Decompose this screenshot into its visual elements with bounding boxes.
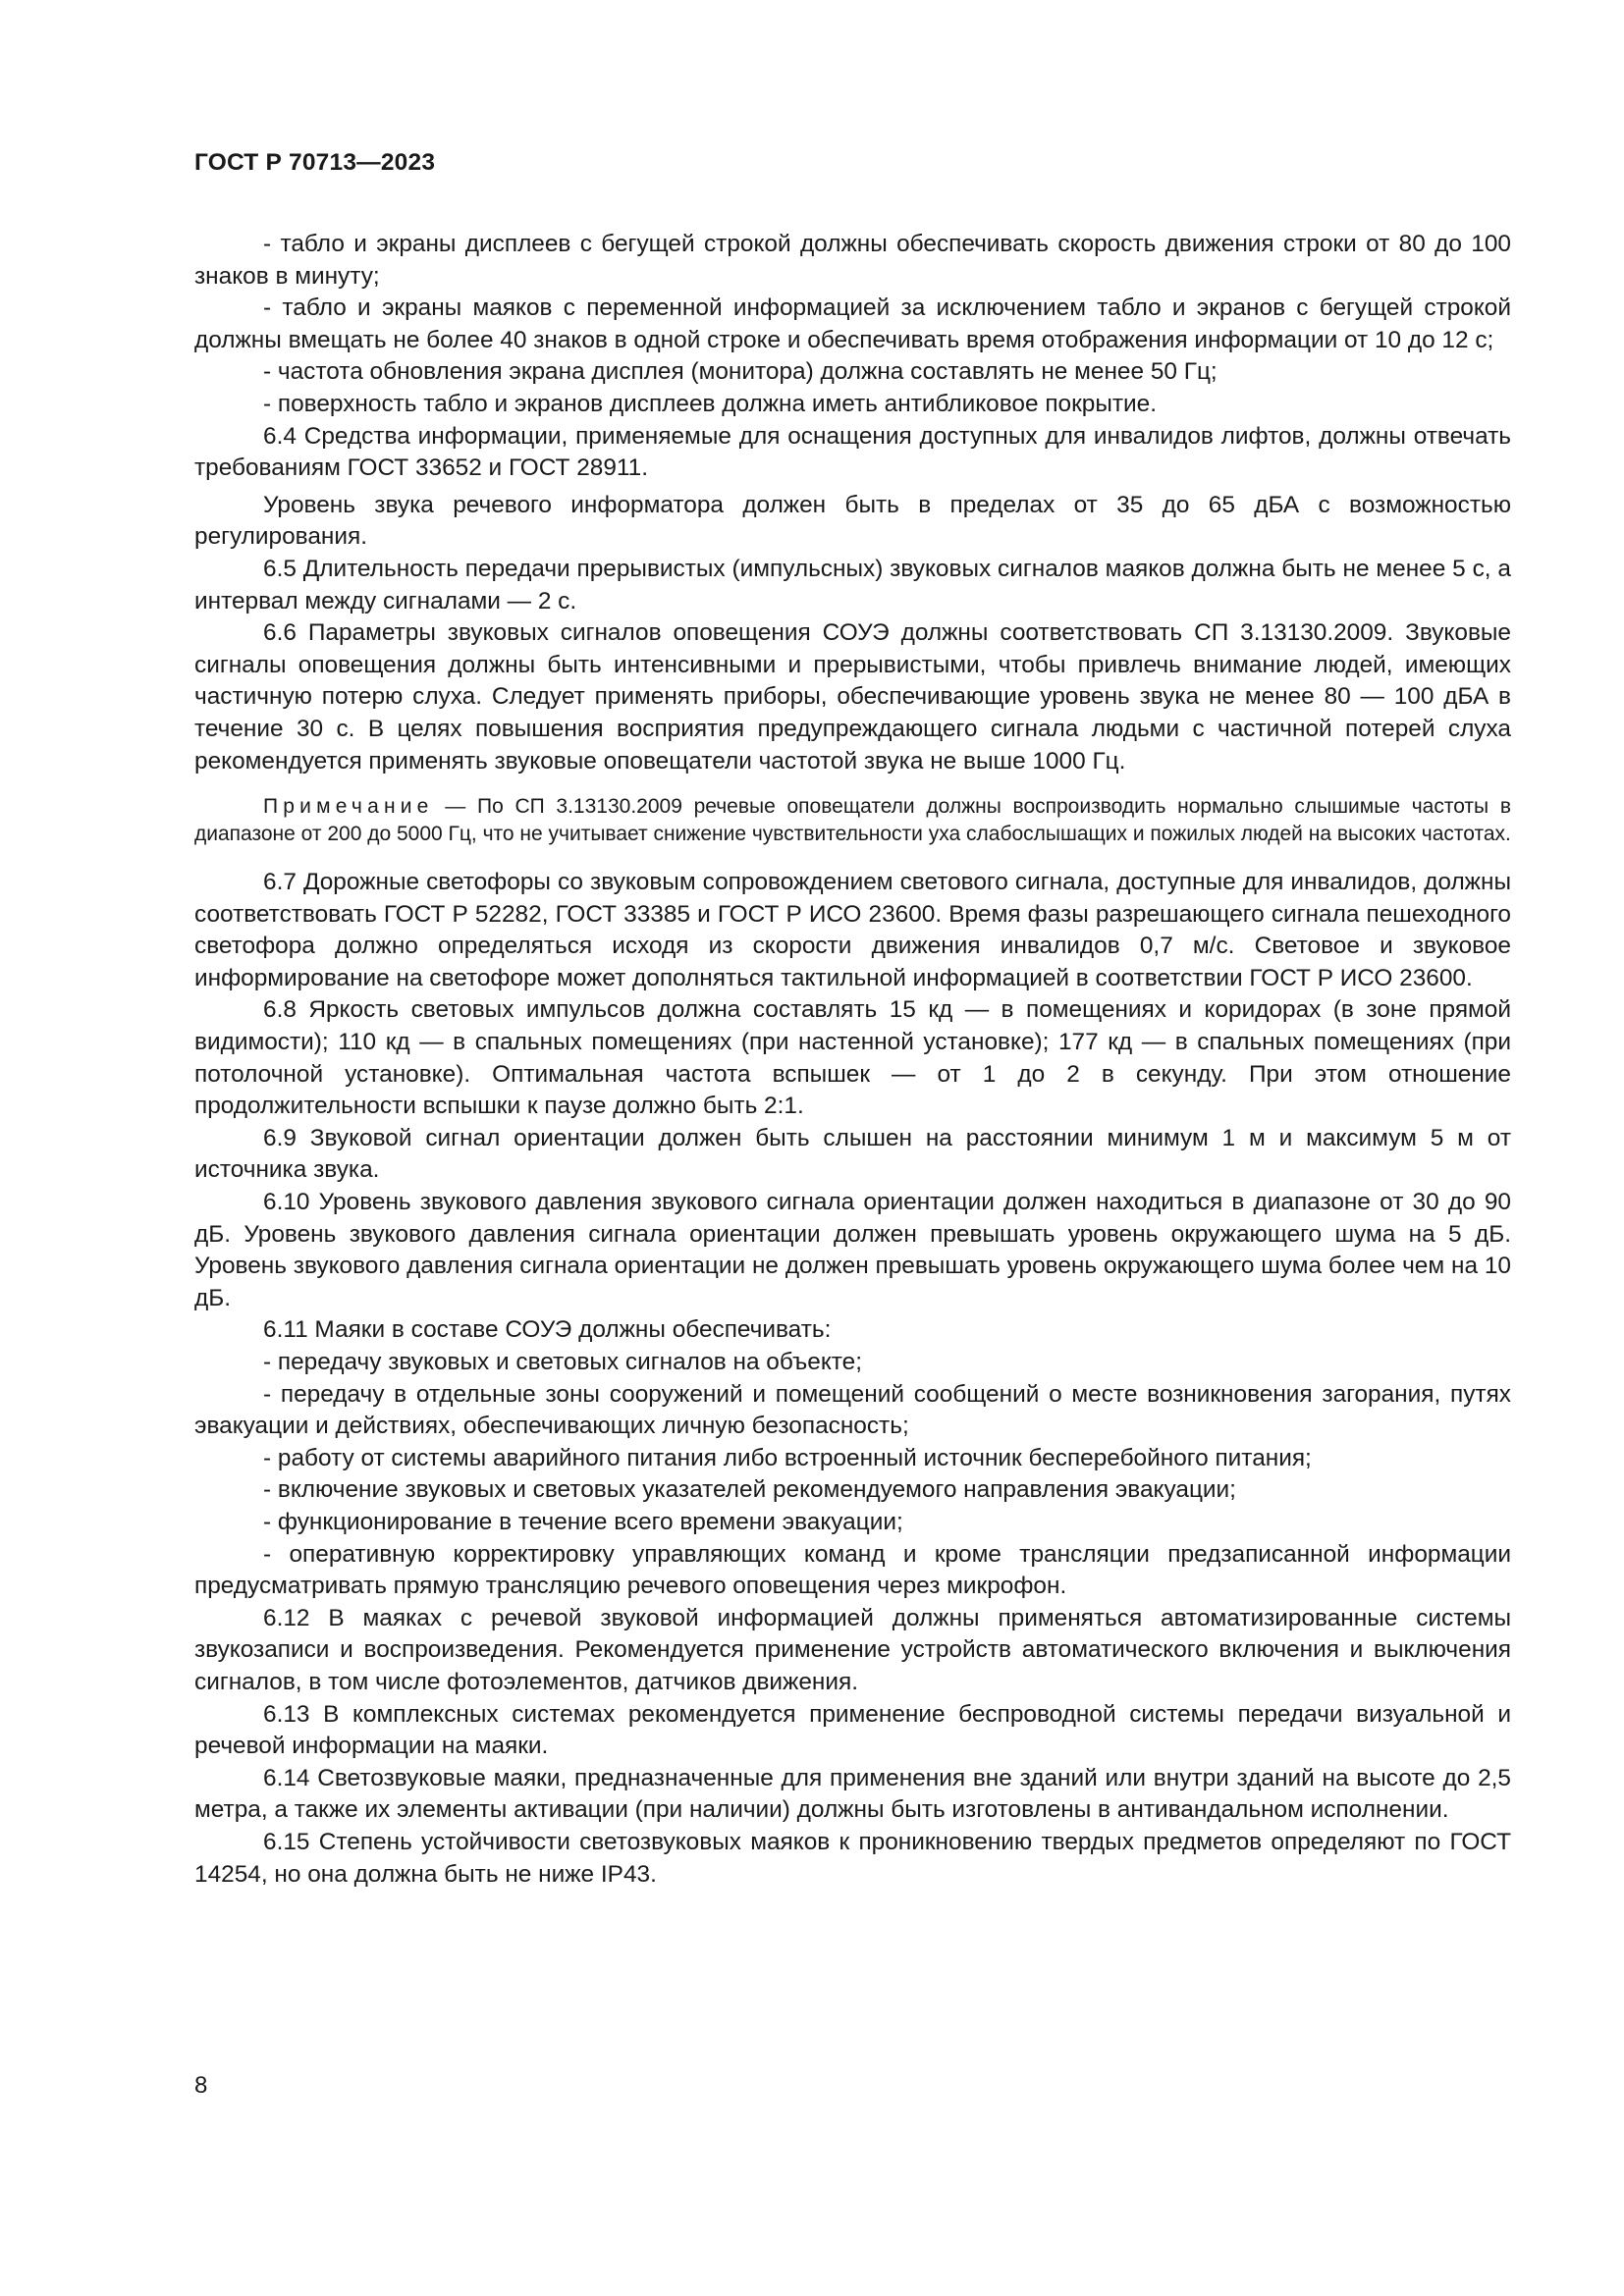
paragraph-6-9: 6.9 Звуковой сигнал ориентации должен быть слышен на расстоянии минимум 1 м и максимум 5 м от источника звука.	[194, 1124, 1511, 1184]
paragraph: - табло и экраны дисплеев с бегущей строкой должны обеспечивать скорость движения строки от 80 до 100 знаков в минуту;	[194, 231, 1511, 290]
list-item: - передачу в отдельные зоны сооружений и помещений сообщений о месте возникновения загорания, путях эвакуации и действиях, обеспечивающих личную безопасность;	[194, 1380, 1511, 1440]
paragraph-6-8: 6.8 Яркость световых импульсов должна составлять 15 кд — в помещениях и коридорах (в зоне прямой видимости); 110 кд — в спальных помещениях (при настенной установке); 177 кд — в спальных помещениях (при потолочной установке). Оптимальная частота вспышек — от 1 до 2 в секунду. При этом отношение продолжительности вспышки к паузе должно быть 2:1.	[194, 996, 1511, 1120]
paragraph: - частота обновления экрана дисплея (монитора) должна составлять не менее 50 Гц;	[263, 358, 1218, 386]
paragraph-6-7: 6.7 Дорожные светофоры со звуковым сопровождением светового сигнала, доступные для инвалидов, должны соответствовать ГОСТ Р 52282, ГОСТ 33385 и ГОСТ Р ИСО 23600. Время фазы разрешающего сигнала пешеходного светофора должно определяться исходя из скорости движения инвалидов 0,7 м/с. Световое и звуковое информирование на светофоре может дополняться тактильной информацией в соответствии ГОСТ Р ИСО 23600.	[194, 869, 1511, 991]
page-number: 8	[194, 2072, 208, 2099]
note-text: — По СП 3.13130.2009 речевые оповещатели должны воспроизводить нормально слышимые частоты в диапазоне от 200 до 5000 Гц, что не учитывает снижение чувствительности уха слабослышащих и пожилых людей на высоких частотах.	[194, 795, 1511, 845]
paragraph-6-13: 6.13 В комплексных системах рекомендуется применение беспроводной системы передачи визуальной и речевой информации на маяки.	[194, 1700, 1511, 1760]
note-label: Примечание	[263, 795, 434, 819]
paragraph-6-15: 6.15 Степень устойчивости светозвуковых маяков к проникновению твердых предметов определяют по ГОСТ 14254, но она должна быть не ниже IP43.	[194, 1828, 1511, 1888]
paragraph-6-10: 6.10 Уровень звукового давления звукового сигнала ориентации должен находиться в диапазоне от 30 до 90 дБ. Уровень звукового давления сигнала ориентации должен превышать уровень окружающего шума на 5 дБ. Уровень звукового давления сигнала ориентации не должен превышать уровень окружающего шума более чем на 10 дБ.	[194, 1189, 1511, 1311]
document-body	[194, 229, 1511, 1891]
paragraph: Уровень звука речевого информатора должен быть в пределах от 35 до 65 дБА с возможностью регулирования.	[194, 491, 1511, 551]
paragraph-6-6: 6.6 Параметры звуковых сигналов оповещения СОУЭ должны соответствовать СП 3.13130.2009. Звуковые сигналы оповещения должны быть интенсивными и прерывистыми, чтобы привлечь внимание людей, имеющих частичную потерю слуха. Следует применять приборы, обеспечивающие уровень звука не менее 80 — 100 дБА в течение 30 с. В целях повышения восприятия предупреждающего сигнала людьми с частичной потерей слуха рекомендуется применять звуковые оповещатели частотой звука не выше 1000 Гц.	[194, 619, 1511, 774]
list-item: - оперативную корректировку управляющих команд и кроме трансляции предзаписанной информации предусматривать прямую трансляцию речевого оповещения через микрофон.	[194, 1540, 1511, 1600]
note-block	[194, 793, 1511, 847]
paragraph-6-11: 6.11 Маяки в составе СОУЭ должны обеспечивать:	[263, 1316, 832, 1344]
list-item: - передачу звуковых и световых сигналов на объекте;	[263, 1349, 863, 1375]
paragraph-6-4: 6.4 Средства информации, применяемые для оснащения доступных для инвалидов лифтов, должны отвечать требованиям ГОСТ 33652 и ГОСТ 28911.	[194, 422, 1511, 482]
paragraph-6-14: 6.14 Светозвуковые маяки, предназначенные для применения вне зданий или внутри зданий на высоте до 2,5 метра, а также их элементы активации (при наличии) должны быть изготовлены в антивандальном исполнении.	[194, 1764, 1511, 1824]
paragraph: - поверхность табло и экранов дисплеев должна иметь антибликовое покрытие.	[263, 390, 1158, 417]
paragraph-6-5: 6.5 Длительность передачи прерывистых (импульсных) звуковых сигналов маяков должна быть не менее 5 с, а интервал между сигналами — 2 с.	[194, 555, 1511, 614]
list-item: - функционирование в течение всего времени эвакуации;	[263, 1508, 903, 1535]
list-item: - работу от системы аварийного питания либо встроенный источник бесперебойного питания;	[263, 1444, 1312, 1471]
paragraph: - табло и экраны маяков с переменной информацией за исключением табло и экранов с бегущей строкой должны вмещать не более 40 знаков в одной строке и обеспечивать время отображения информации от 10 до 12 с;	[194, 294, 1511, 353]
document-header: ГОСТ Р 70713—2023	[194, 149, 436, 176]
paragraph-6-12: 6.12 В маяках с речевой звуковой информацией должны применяться автоматизированные системы звукозаписи и воспроизведения. Рекомендуется применение устройств автоматического включения и выключения сигналов, в том числе фотоэлементов, датчиков движения.	[194, 1604, 1511, 1695]
list-item: - включение звуковых и световых указателей рекомендуемого направления эвакуации;	[263, 1476, 1236, 1504]
